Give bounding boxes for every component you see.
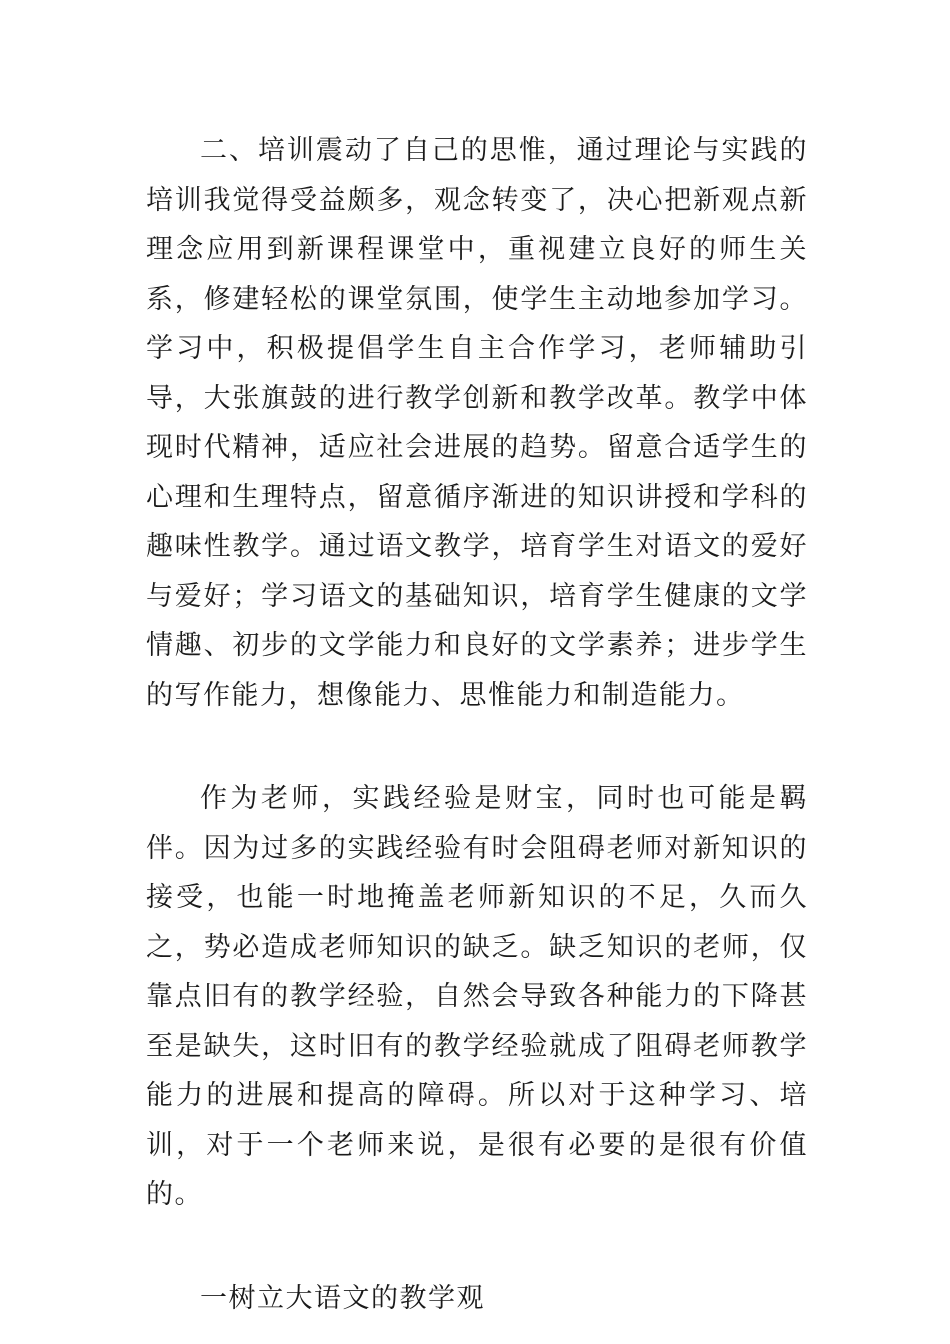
section-heading: 一树立大语文的教学观 xyxy=(200,1282,485,1314)
paragraph-spacer xyxy=(146,1220,808,1274)
paragraph-spacer xyxy=(146,720,808,774)
document-page xyxy=(146,126,808,1323)
body-paragraph-practical-experience: 作为老师，实践经验是财宝，同时也可能是羁伴。因为过多的实践经验有时会阻碍老师对新知识的接受，也能一时地掩盖老师新知识的不足，久而久之，势必造成老师知识的缺乏。缺乏知识的老师，仅靠点旧有的教学经验，自然会导致各种能力的下降甚至是缺失，这时旧有的教学经验就成了阻碍老师教学能力的进展和提高的障碍。所以对于这种学习、培训，对于一个老师来说，是很有必要的是很有价值的。 xyxy=(146,783,808,1210)
body-paragraph-training-reflection: 二、培训震动了自己的思惟，通过理论与实践的培训我觉得受益颇多，观念转变了，决心把新观点新理念应用到新课程课堂中，重视建立良好的师生关系，修建轻松的课堂氛围，使学生主动地参加学习。学习中，积极提倡学生自主合作学习，老师辅助引导，大张旗鼓的进行教学创新和教学改革。教学中体现时代精神，适应社会进展的趋势。留意合适学生的心理和生理特点，留意循序渐进的知识讲授和学科的趣味性教学。通过语文教学，培育学生对语文的爱好与爱好；学习语文的基础知识，培育学生健康的文学情趣、初步的文学能力和良好的文学素养；进步学生的写作能力，想像能力、思惟能力和制造能力。 xyxy=(146,135,808,711)
